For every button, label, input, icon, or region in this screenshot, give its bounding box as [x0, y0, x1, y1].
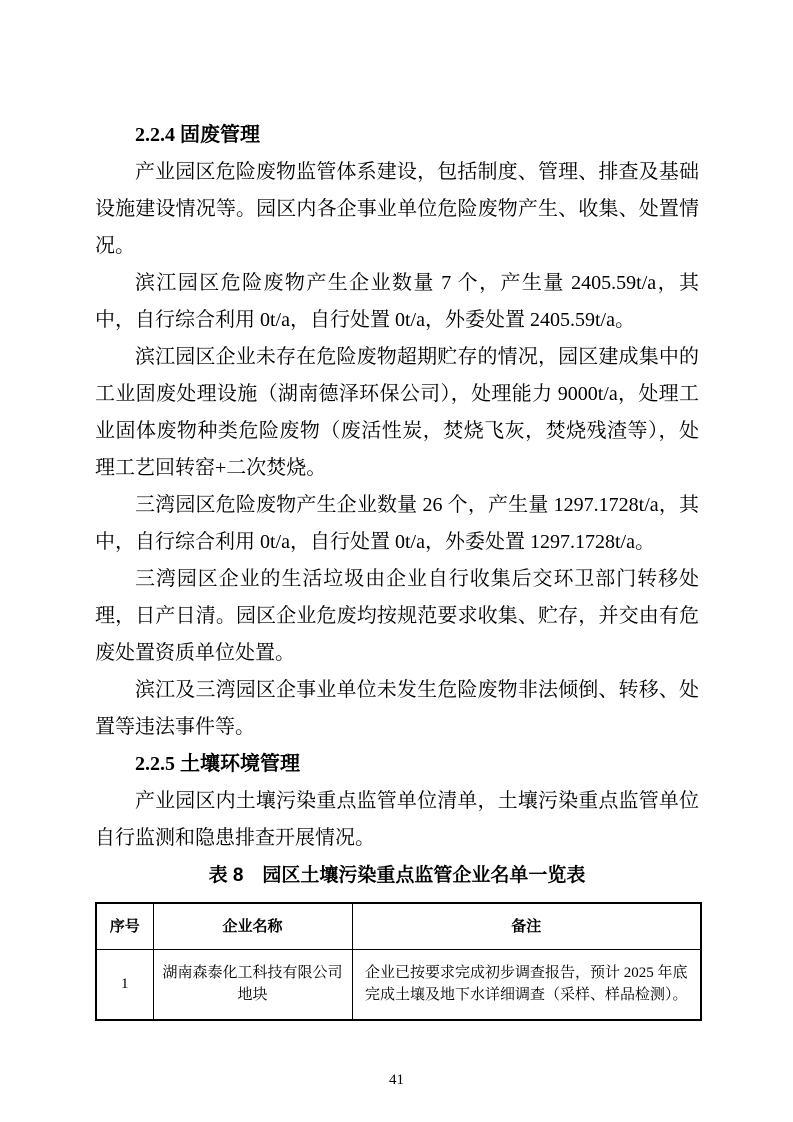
paragraph-sanwan-domestic-garbage: 三湾园区企业的生活垃圾由企业自行收集后交环卫部门转移处理，日产日清。园区企业危废均按规范要求收集、贮存，并交由有危废处置资质单位处置。	[95, 568, 699, 664]
paragraph-no-illegal-events: 滨江及三湾园区企事业单位未发生危险废物非法倾倒、转移、处置等违法事件等。	[95, 679, 699, 738]
section-heading-2-2-5: 2.2.5 土壤环境管理	[135, 753, 300, 775]
table-cell-company-name: 湖南森泰化工科技有限公司地块	[153, 950, 352, 1020]
table-header-row	[96, 903, 701, 950]
paragraph-hazardous-waste-system: 产业园区危险废物监管体系建设，包括制度、管理、排查及基础设施建设情况等。园区内各企事业单位危险废物产生、收集、处置情况。	[95, 161, 699, 257]
paragraph-binjiang-waste-volume: 滨江园区危险废物产生企业数量 7 个，产生量 2405.59t/a，其中，自行综合利用 0t/a，自行处置 0t/a，外委处置 2405.59t/a。	[95, 272, 699, 331]
table-row	[96, 950, 701, 1020]
paragraph-binjiang-treatment-facility: 滨江园区企业未存在危险废物超期贮存的情况，园区建成集中的工业固废处理设施（湖南德泽环保公司），处理能力 9000t/a，处理工业固体废物种类危险废物（废活性炭，焚烧飞灰，焚烧残渣等），处理工艺回转窑+二次焚烧。	[95, 346, 699, 479]
paragraph-sanwan-waste-volume: 三湾园区危险废物产生企业数量 26 个，产生量 1297.1728t/a，其中，自行综合利用 0t/a，自行处置 0t/a，外委处置 1297.1728t/a。	[95, 494, 699, 553]
table-cell-serial-number: 1	[96, 950, 153, 1020]
document-body	[95, 117, 699, 1021]
page-number: 41	[389, 1072, 404, 1088]
table-header-company-name: 企业名称	[153, 903, 352, 950]
table-cell-remark: 企业已按要求完成初步调查报告，预计 2025 年底完成土壤及地下水详细调查（采样、样品检测）。	[352, 950, 701, 1020]
paragraph-soil-supervision-list: 产业园区内土壤污染重点监管单位清单，土壤污染重点监管单位自行监测和隐患排查开展情况。	[95, 790, 699, 849]
table-header-remark: 备注	[352, 903, 701, 950]
soil-supervision-table	[95, 902, 702, 1021]
table-caption: 表 8 园区土壤污染重点监管企业名单一览表	[208, 865, 586, 886]
table-header-serial-number: 序号	[96, 903, 153, 950]
section-heading-2-2-4: 2.2.4 固废管理	[135, 124, 260, 146]
